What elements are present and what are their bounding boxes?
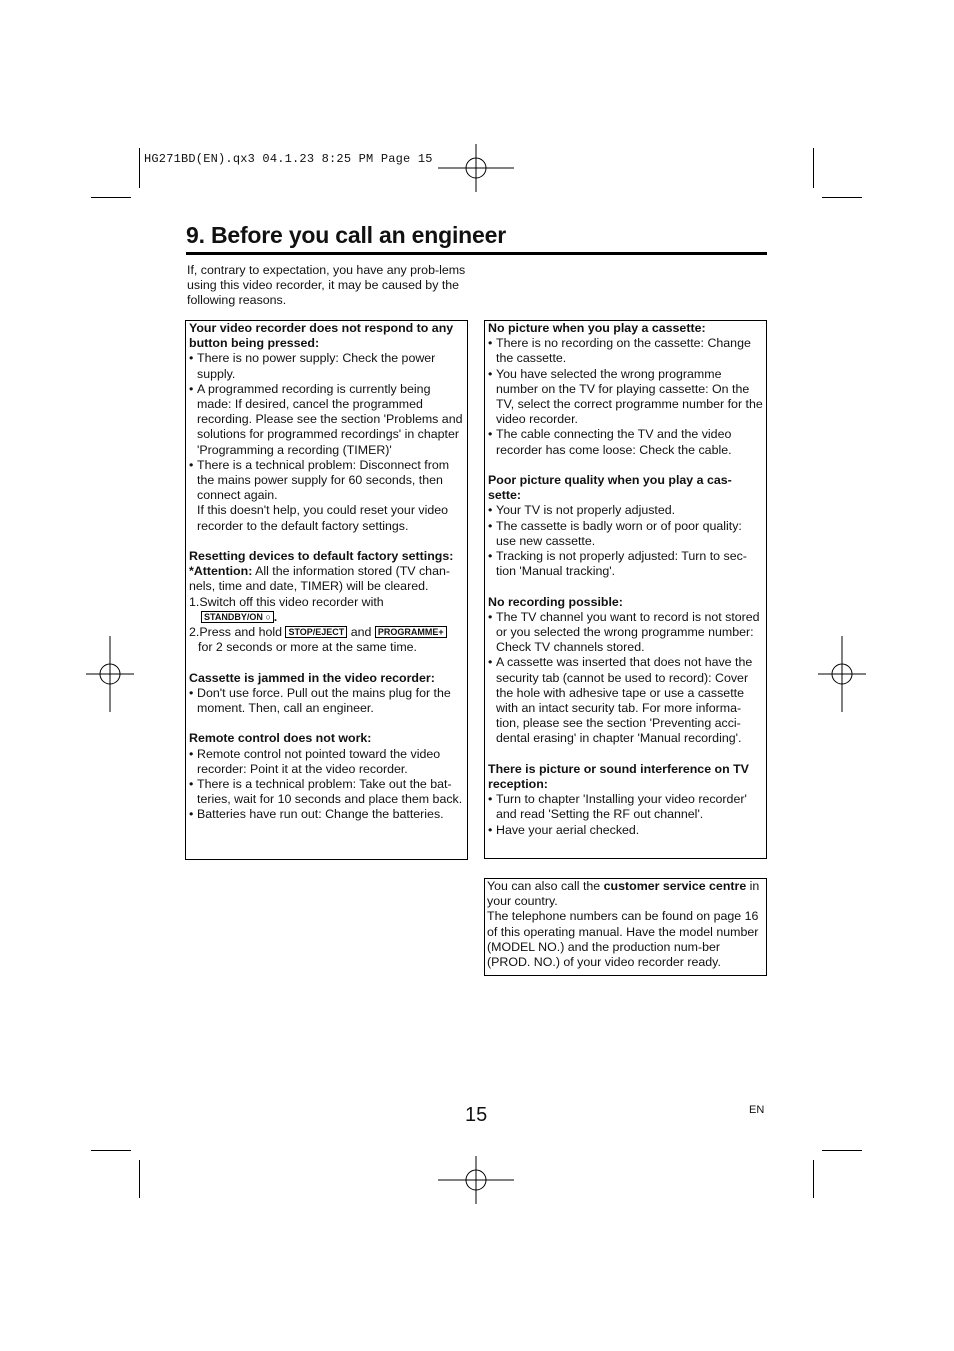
power-icon: ○ xyxy=(265,611,271,622)
crop-mark xyxy=(91,197,131,198)
registration-mark-icon xyxy=(804,636,880,712)
print-slug: HG271BD(EN).qx3 04.1.23 8:25 PM Page 15 xyxy=(144,152,433,166)
bullet-list xyxy=(189,747,464,823)
list-item: • Batteries have run out: Change the batteries. xyxy=(189,807,464,822)
attention-text xyxy=(189,564,464,594)
registration-mark-icon xyxy=(438,130,514,206)
section-heading: Cassette is jammed in the video recorder: xyxy=(189,670,435,685)
step-text: for 2 seconds or more at the same time. xyxy=(198,640,417,655)
bullet-list xyxy=(488,503,763,579)
crop-mark xyxy=(822,1150,862,1151)
crop-mark xyxy=(139,148,140,188)
list-item: • Don't use force. Pull out the mains plug for the moment. Then, call an engineer. xyxy=(189,686,464,716)
bullet-list xyxy=(488,610,763,747)
list-item: • Have your aerial checked. xyxy=(488,823,763,838)
section-heading: No picture when you play a cassette: xyxy=(488,321,706,335)
crop-mark xyxy=(139,1160,140,1198)
list-item: • There is a technical problem: Take out the bat-teries, wait for 10 seconds and place them back. xyxy=(189,777,464,807)
section-heading: There is picture or sound interference on TV reception: xyxy=(488,761,749,792)
service-details: The telephone numbers can be found on page 16 of this operating manual. Have the model number (MODEL NO.) and the production num-ber (PROD. NO.) of your video recorder ready. xyxy=(487,909,759,970)
troubleshooting-box-left xyxy=(185,320,468,860)
list-item: • Remote control not pointed toward the video recorder: Point it at the video recorder. xyxy=(189,747,464,777)
title-underline xyxy=(186,252,767,255)
note-text: If this doesn't help, you could reset your video recorder to the default factory settings. xyxy=(197,503,449,533)
crop-mark xyxy=(813,148,814,188)
bullet-list xyxy=(488,792,763,838)
list-item: • Your TV is not properly adjusted. xyxy=(488,503,763,518)
registration-mark-icon xyxy=(72,636,148,712)
step-end: . xyxy=(273,609,278,624)
attention-label: *Attention: xyxy=(189,564,253,579)
section-heading: Poor picture quality when you play a cas-sette: xyxy=(488,473,732,503)
list-item: • There is no power supply: Check the power supply. xyxy=(189,351,464,381)
crop-mark xyxy=(813,1160,814,1198)
customer-service-box xyxy=(484,878,767,976)
language-code: EN xyxy=(749,1104,765,1116)
list-item: • A programmed recording is currently being made: If desired, cancel the programmed recording. Please see the section 'Problems and solutions for programmed recordings' in chapter 'Programming a recording (TIMER)' xyxy=(189,382,464,458)
section-heading: Remote control does not work: xyxy=(189,731,372,746)
service-text-part: in your country. xyxy=(487,879,760,909)
service-text-part: You can also call the xyxy=(487,879,604,893)
reset-step-1 xyxy=(189,595,464,625)
list-item: • There is no recording on the cassette: Change the cassette. xyxy=(488,336,763,366)
bullet-list xyxy=(189,686,464,716)
crop-mark xyxy=(91,1150,131,1151)
crop-mark xyxy=(822,197,862,198)
page-number: 15 xyxy=(465,1104,488,1126)
section-heading: No recording possible: xyxy=(488,594,623,609)
bullet-list xyxy=(488,336,763,458)
list-item: • The TV channel you want to record is not stored or you selected the wrong programme number: Check TV channels stored. xyxy=(488,610,763,656)
list-item: • You have selected the wrong programme number on the TV for playing cassette: On the TV, select the correct programme number for the video recorder. xyxy=(488,367,763,428)
section-heading: Resetting devices to default factory settings: xyxy=(189,549,454,564)
service-text xyxy=(487,879,764,909)
bullet-list xyxy=(189,351,464,503)
programme-plus-key: PROGRAMME+ xyxy=(375,626,447,638)
list-item: • The cable connecting the TV and the video recorder has come loose: Check the cable. xyxy=(488,427,763,457)
troubleshooting-box-right xyxy=(484,320,767,859)
service-centre-label: customer service centre xyxy=(603,879,747,893)
step-text: 1.Switch off this video recorder with xyxy=(189,594,384,609)
list-item: • Turn to chapter 'Installing your video recorder' and read 'Setting the RF out channel'. xyxy=(488,792,763,822)
standby-key xyxy=(201,611,274,623)
list-item: • The cassette is badly worn or of poor quality: use new cassette. xyxy=(488,519,763,549)
section-heading: Your video recorder does not respond to any button being pressed: xyxy=(189,321,454,351)
list-item: • A cassette was inserted that does not have the security tab (cannot be used to record): Cover the hole with adhesive tape or use a cassette with an intact security tab. For more informa-tion, please see the section 'Preventing acci-dental erasing' in chapter 'Manual recording'. xyxy=(488,655,763,746)
stop-eject-key: STOP/EJECT xyxy=(285,626,347,638)
registration-mark-icon xyxy=(438,1142,514,1218)
page-title: 9. Before you call an engineer xyxy=(186,222,506,248)
attention-body: All the information stored (TV chan-nels, time and date, TIMER) will be cleared. xyxy=(189,564,450,594)
key-label: STANDBY/ON xyxy=(204,611,263,622)
intro-paragraph: If, contrary to expectation, you have any prob-lems using this video recorder, it may be caused by the following reasons. xyxy=(187,263,466,308)
list-item: • There is a technical problem: Disconnect from the mains power supply for 60 seconds, then connect again. xyxy=(189,458,464,504)
step-text: 2.Press and hold xyxy=(189,625,282,640)
reset-step-2 xyxy=(189,625,464,640)
list-item: • Tracking is not properly adjusted: Turn to sec-tion 'Manual tracking'. xyxy=(488,549,763,579)
step-text: and xyxy=(350,625,372,640)
